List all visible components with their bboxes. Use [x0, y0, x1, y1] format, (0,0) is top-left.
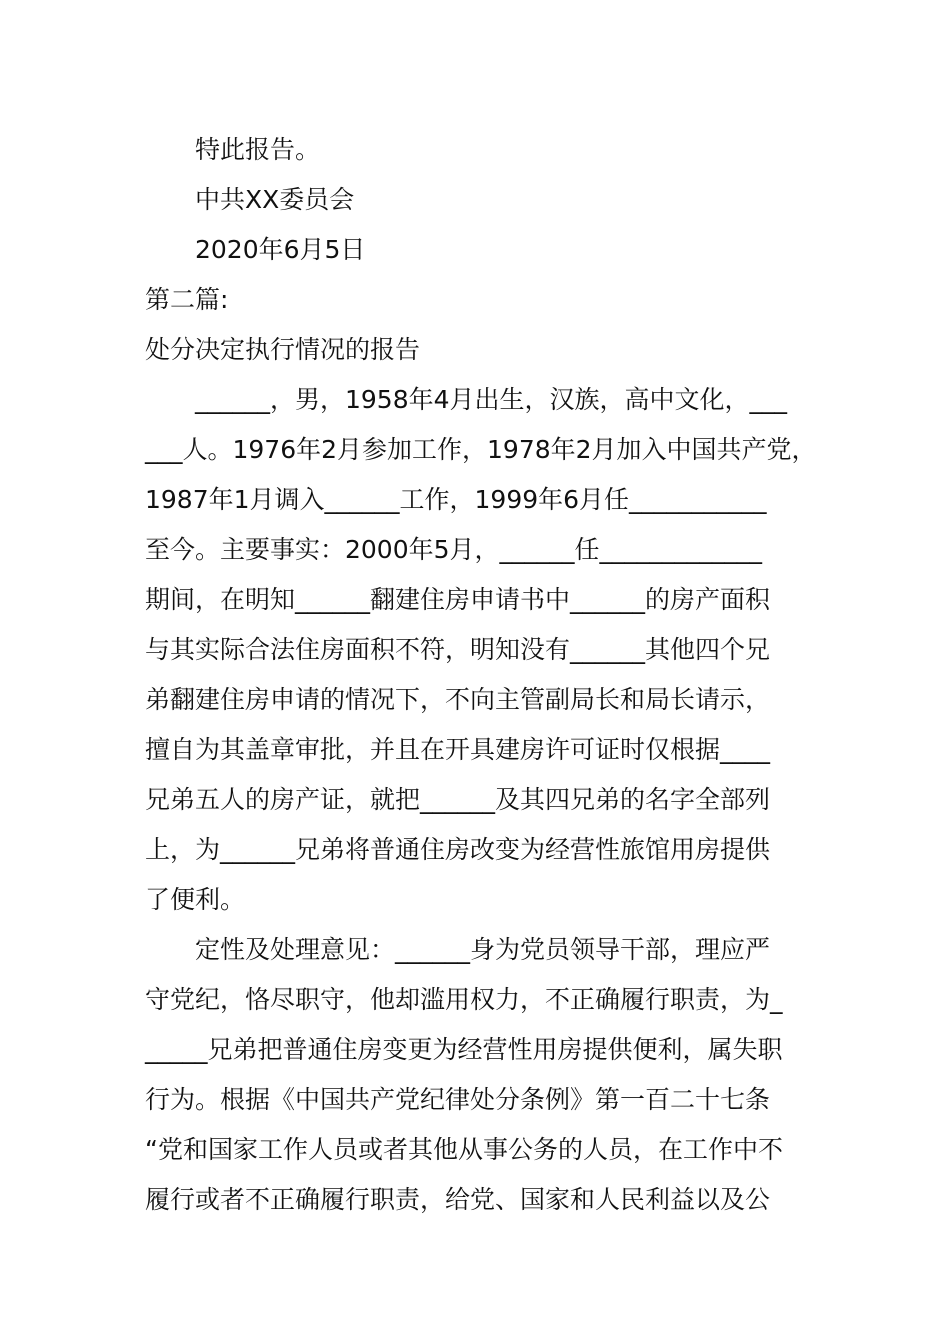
paragraph-line: 定性及处理意见：______身为党员领导干部，理应严 — [195, 935, 771, 964]
paragraph-line: ______，男，1958年4月出生，汉族，高中文化，___ — [195, 385, 788, 414]
paragraph-line: 期间，在明知______翻建住房申请书中______的房产面积 — [145, 585, 771, 614]
paragraph-line: 弟翻建住房申请的情况下，不向主管副局长和局长请示， — [145, 685, 771, 714]
paragraph-line: 擅自为其盖章审批，并且在开具建房许可证时仅根据____ — [145, 735, 771, 764]
paragraph-line: _____兄弟把普通住房变更为经营性用房提供便利，属失职 — [145, 1035, 783, 1064]
paragraph-line: “党和国家工作人员或者其他从事公务的人员，在工作中不 — [145, 1135, 783, 1164]
closing-statement: 特此报告。 — [195, 135, 321, 164]
section-title: 处分决定执行情况的报告 — [145, 335, 421, 364]
section-label: 第二篇: — [145, 285, 229, 314]
paragraph-line: 行为。根据《中国共产党纪律处分条例》第一百二十七条 — [145, 1085, 771, 1114]
paragraph-line: 守党纪，恪尽职守，他却滥用权力，不正确履行职责，为_ — [145, 985, 783, 1014]
paragraph-line: 履行或者不正确履行职责，给党、国家和人民利益以及公 — [145, 1185, 771, 1214]
paragraph-line: 兄弟五人的房产证，就把______及其四兄弟的名字全部列 — [145, 785, 771, 814]
paragraph-line: 了便利。 — [145, 885, 246, 914]
paragraph-line: 1987年1月调入______工作，1999年6月任___________ — [145, 485, 767, 514]
paragraph-line: 上，为______兄弟将普通住房改变为经营性旅馆用房提供 — [145, 835, 771, 864]
closing-organization: 中共XX委员会 — [195, 185, 355, 214]
paragraph-line: 与其实际合法住房面积不符，明知没有______其他四个兄 — [145, 635, 771, 664]
closing-date: 2020年6月5日 — [195, 235, 366, 264]
paragraph-line: 至今。主要事实：2000年5月，______任_____________ — [145, 535, 763, 564]
paragraph-line: ___人。1976年2月参加工作，1978年2月加入中国共产党， — [145, 435, 817, 464]
